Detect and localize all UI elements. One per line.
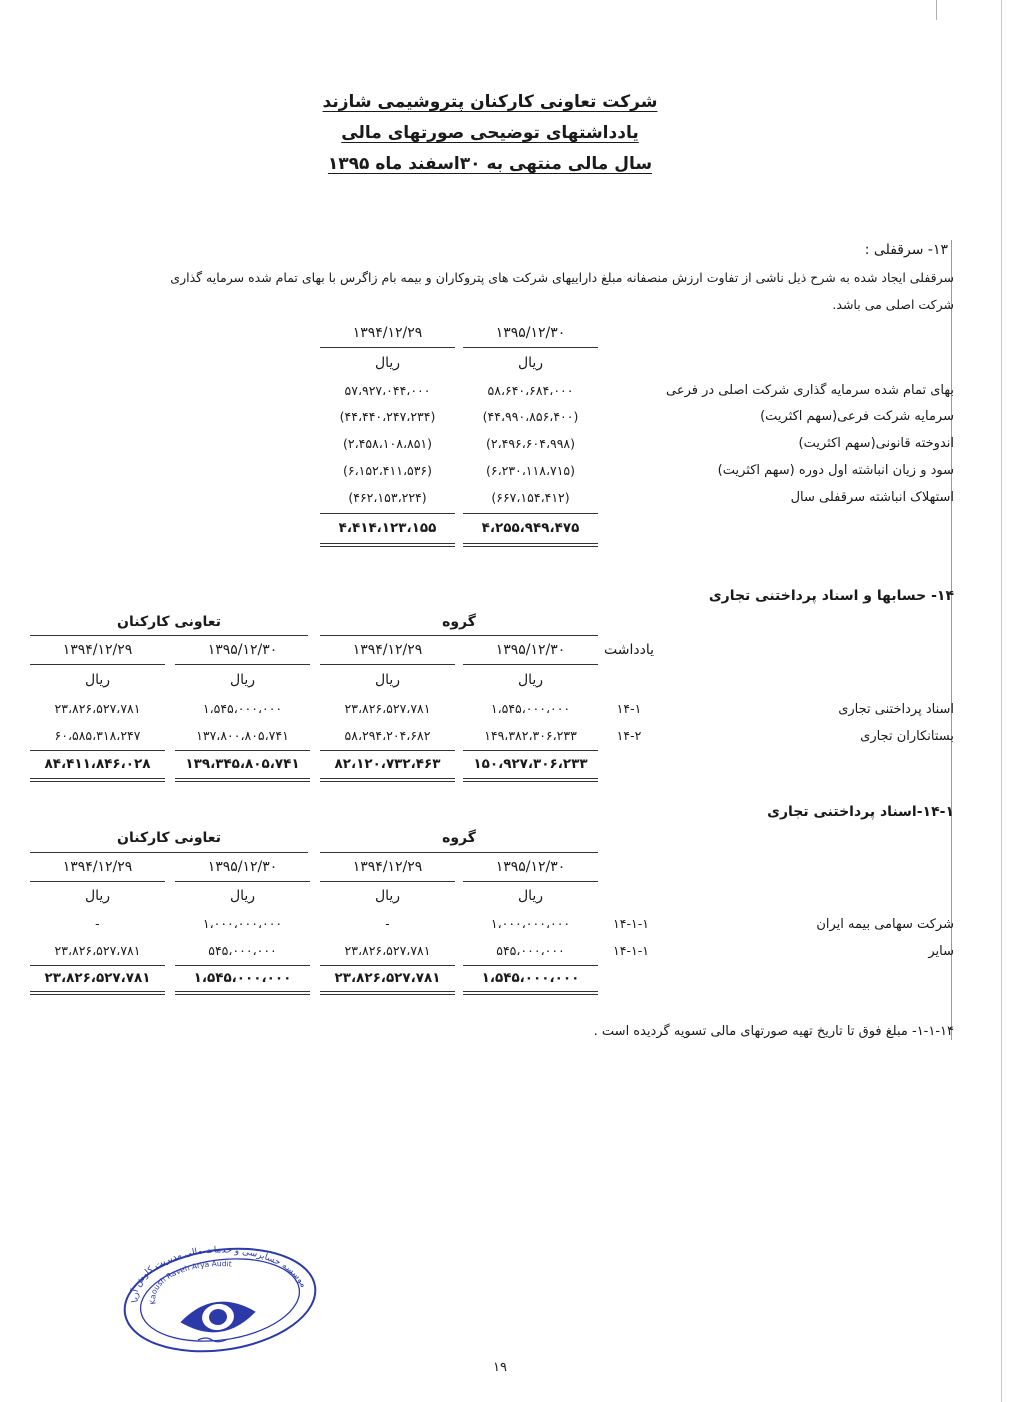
note13-row-label: استهلاک انباشته سرقفلی سال	[790, 490, 954, 505]
note14-row-note: ۱۴-۲	[616, 728, 642, 743]
note14-total: ۸۲،۱۲۰،۷۳۲،۴۶۳	[334, 756, 441, 772]
note14-group-col2-date: ۱۳۹۴/۱۲/۲۹	[352, 642, 423, 658]
note14-1-total: ۲۳،۸۲۶،۵۲۷،۷۸۱	[44, 970, 151, 986]
note14-total: ۸۴،۴۱۱،۸۴۶،۰۲۸	[44, 756, 151, 772]
note14-1-row-value: ۵۴۵،۰۰۰،۰۰۰	[496, 943, 565, 958]
note13-row-label: سرمایه شرکت فرعی(سهم اکثریت)	[760, 409, 954, 424]
note14-1-coop-col1-date: ۱۳۹۵/۱۲/۳۰	[207, 859, 278, 875]
note13-row-value: (۴۶۲،۱۵۳،۲۲۴)	[348, 490, 427, 505]
stamp-text-en: Kaoush Raveh Arya Audit	[148, 1259, 233, 1306]
note14-1-row-value: -	[95, 916, 100, 931]
note14-1-unit: ریال	[84, 888, 111, 904]
note14-group-col1-date: ۱۳۹۵/۱۲/۳۰	[495, 642, 566, 658]
notes-title: یادداشتهای توضیحی صورتهای مالی	[341, 123, 639, 143]
note14-1-coop-col2-date: ۱۳۹۴/۱۲/۲۹	[62, 859, 133, 875]
note14-unit: ریال	[374, 672, 401, 688]
note13-col2-date: ۱۳۹۴/۱۲/۲۹	[352, 325, 423, 341]
note14-unit: ریال	[229, 672, 256, 688]
note13-row-value: (۴۴،۹۹۰،۸۵۶،۴۰۰)	[482, 409, 579, 424]
note14-1-total: ۱،۵۴۵،۰۰۰،۰۰۰	[193, 970, 292, 986]
note14-row-value: ۲۳،۸۲۶،۵۲۷،۷۸۱	[54, 701, 141, 716]
auditor-stamp	[118, 1242, 323, 1354]
fiscal-year-title: سال مالی منتهی به ۳۰اسفند ماه ۱۳۹۵	[327, 154, 653, 174]
note14-row-note: ۱۴-۱	[616, 701, 642, 716]
note13-row-value: (۲،۴۵۸،۱۰۸،۸۵۱)	[343, 436, 432, 451]
note14-row-value: ۱،۵۴۵،۰۰۰،۰۰۰	[490, 701, 571, 716]
note13-row-value: (۴۴،۴۴۰،۲۴۷،۲۳۴)	[339, 409, 436, 424]
note14-1-group-header: گروه	[442, 830, 476, 846]
note14-1-row-value: ۱،۰۰۰،۰۰۰،۰۰۰	[490, 916, 571, 931]
note14-row-value: ۱،۵۴۵،۰۰۰،۰۰۰	[202, 701, 283, 716]
note14-1-footnote: ۱-۱-۱۴- مبلغ فوق تا تاریخ تهیه صورتهای مالی تسویه گردیده است .	[593, 1024, 954, 1039]
note14-row-value: ۱۳۷،۸۰۰،۸۰۵،۷۴۱	[196, 728, 289, 743]
note14-1-coop-header: تعاونی کارکنان	[117, 830, 221, 846]
note13-row-value: (۶،۲۳۰،۱۱۸،۷۱۵)	[486, 463, 575, 478]
note14-total: ۱۵۰،۹۲۷،۳۰۶،۲۳۳	[473, 756, 588, 772]
note14-row-value: ۶۰،۵۸۵،۳۱۸،۲۴۷	[54, 728, 141, 743]
note13-description-cont: شرکت اصلی می باشد.	[832, 297, 954, 312]
note14-unit: ریال	[84, 672, 111, 688]
note14-coop-col2-date: ۱۳۹۴/۱۲/۲۹	[62, 642, 133, 658]
note14-1-unit: ریال	[229, 888, 256, 904]
note14-coop-col1-date: ۱۳۹۵/۱۲/۳۰	[207, 642, 278, 658]
note14-heading: ۱۴- حسابها و اسناد پرداختنی تجاری	[708, 588, 954, 604]
note14-group-header: گروه	[442, 614, 476, 630]
note14-1-heading: ۱۴-۱-اسناد پرداختنی تجاری	[767, 804, 954, 820]
note14-row-value: ۱۴۹،۳۸۲،۳۰۶،۲۳۳	[484, 728, 577, 743]
stamp-eye-icon	[178, 1297, 257, 1337]
page-number: ۱۹	[493, 1360, 507, 1375]
note14-1-unit: ریال	[517, 888, 544, 904]
note14-1-row-note: ۱۴-۱-۱	[613, 943, 649, 958]
note14-row-value: ۵۸،۲۹۴،۲۰۴،۶۸۲	[344, 728, 431, 743]
note13-description: سرقفلی ایجاد شده به شرح ذیل ناشی از تفاوت ارزش منصفانه مبلغ داراییهای شرکت های پتروکاران و بیمه بام زاگرس با بهای تمام شده سرمایه گذاری	[170, 270, 954, 285]
note13-col1-date: ۱۳۹۵/۱۲/۳۰	[495, 325, 566, 341]
note13-row-value: (۶،۱۵۲،۴۱۱،۵۳۶)	[343, 463, 432, 478]
note14-1-row-value: -	[385, 916, 390, 931]
note14-1-row-value: ۵۴۵،۰۰۰،۰۰۰	[208, 943, 277, 958]
note13-row-value: ۵۸،۶۴۰،۶۸۴،۰۰۰	[487, 383, 574, 398]
note14-row-label: بستانکاران تجاری	[860, 729, 954, 744]
note14-1-row-note: ۱۴-۱-۱	[613, 916, 649, 931]
note14-1-total: ۲۳،۸۲۶،۵۲۷،۷۸۱	[334, 970, 441, 986]
note14-row-value: ۲۳،۸۲۶،۵۲۷،۷۸۱	[344, 701, 431, 716]
company-title: شرکت تعاونی کارکنان پتروشیمی شازند	[322, 92, 658, 112]
note13-total: ۴،۲۵۵،۹۴۹،۴۷۵	[481, 520, 580, 536]
note14-1-group-col1-date: ۱۳۹۵/۱۲/۳۰	[495, 859, 566, 875]
note14-1-row-value: ۲۳،۸۲۶،۵۲۷،۷۸۱	[54, 943, 141, 958]
note13-row-value: (۶۶۷،۱۵۴،۴۱۲)	[491, 490, 570, 505]
note14-1-total: ۱،۵۴۵،۰۰۰،۰۰۰	[481, 970, 580, 986]
note13-col1-unit: ریال	[517, 355, 544, 371]
note14-total: ۱۳۹،۳۴۵،۸۰۵،۷۴۱	[185, 756, 300, 772]
note14-row-label: اسناد پرداختنی تجاری	[838, 702, 954, 717]
note13-col2-unit: ریال	[374, 355, 401, 371]
note14-1-group-col2-date: ۱۳۹۴/۱۲/۲۹	[352, 859, 423, 875]
note13-row-value: ۵۷،۹۲۷،۰۴۴،۰۰۰	[344, 383, 431, 398]
stamp-text-fa: موسسه حسابرسی و خدمات مالی مدیریت کاوش آریا	[130, 1245, 309, 1304]
note14-1-row-value: ۱،۰۰۰،۰۰۰،۰۰۰	[202, 916, 283, 931]
note13-total: ۴،۴۱۴،۱۲۳،۱۵۵	[338, 520, 437, 536]
note14-1-unit: ریال	[374, 888, 401, 904]
note13-row-value: (۲،۴۹۶،۶۰۴،۹۹۸)	[486, 436, 575, 451]
note13-row-label: بهای تمام شده سرمایه گذاری شرکت اصلی در فرعی	[666, 383, 954, 398]
note13-heading: ۱۳- سرقفلی :	[864, 242, 948, 258]
note14-1-row-label: سایر	[928, 944, 954, 959]
note14-coop-header: تعاونی کارکنان	[117, 614, 221, 630]
note14-note-header: یادداشت	[604, 642, 654, 658]
note14-unit: ریال	[517, 672, 544, 688]
note13-row-label: سود و زیان انباشته اول دوره (سهم اکثریت)	[717, 463, 954, 478]
note13-row-label: اندوخته قانونی(سهم اکثریت)	[798, 436, 954, 451]
note14-1-row-label: شرکت سهامی بیمه ایران	[816, 917, 954, 932]
note14-1-row-value: ۲۳،۸۲۶،۵۲۷،۷۸۱	[344, 943, 431, 958]
